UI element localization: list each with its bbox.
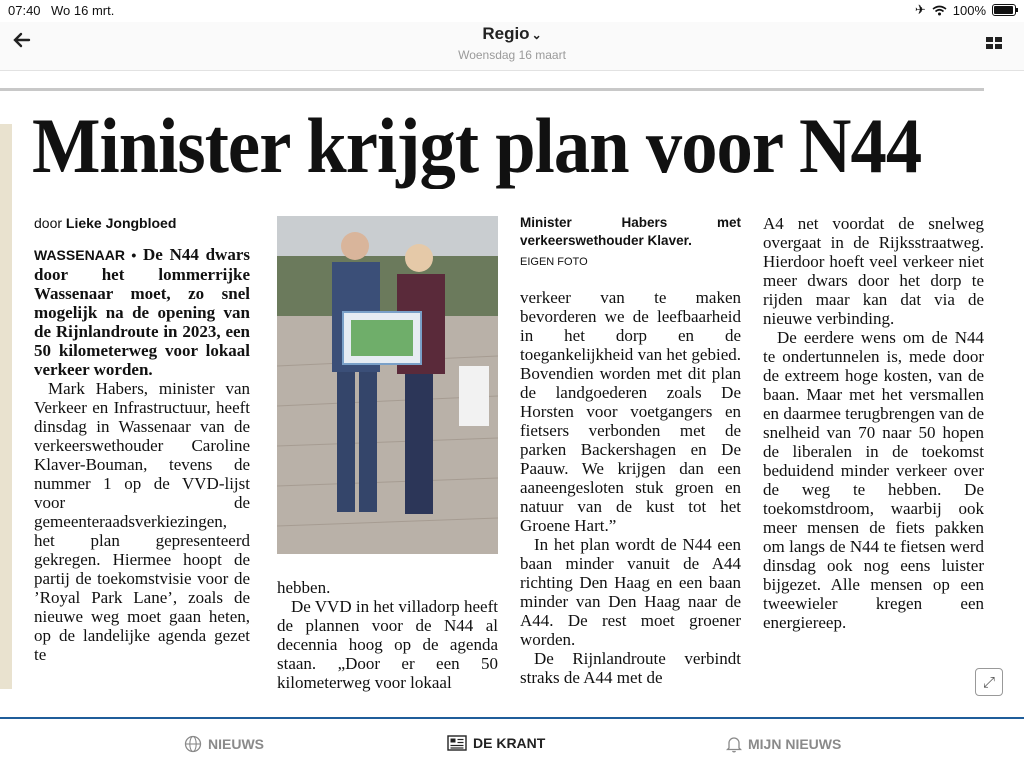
body-paragraph: verkeer van te maken bevorderen we de leefbaarheid in het dorp en de toegankelijkheid van het gebied. Bovendien worden met dit plan de landgoederen zoals De Horsten voor voetgangers en fietsers verbonden met de parken Backershagen en De Paauw. We krijgen dan een aaneengesloten stuk groen en natuur van de kust tot het Groene Hart.” <box>520 288 741 535</box>
article-column-1 <box>34 214 250 664</box>
body-paragraph: In het plan wordt de N44 een baan minder vanuit de A44 richting Den Haag en een baan minder van Den Haag naar de A44. De rest moet groener worden. <box>520 535 741 649</box>
byline: door Lieke Jongbloed <box>34 215 177 231</box>
region-dropdown[interactable] <box>0 24 1024 44</box>
globe-icon <box>184 735 202 753</box>
author-name: Lieke Jongbloed <box>65 215 177 231</box>
tab-label: NIEUWS <box>208 736 264 752</box>
page-edge-strip <box>0 124 12 689</box>
airplane-icon: ✈ <box>914 2 926 17</box>
battery-icon <box>992 4 1016 16</box>
bell-icon <box>726 735 742 753</box>
status-indicators <box>915 2 1016 18</box>
newspaper-icon <box>447 735 467 751</box>
photo-caption: Minister Habers met verkeerswethouder Klaver. <box>520 215 741 248</box>
body-paragraph: Mark Habers, minister van Verkeer en Infrastructuur, heeft dinsdag in Wassenaar van de verkeerswethouder Caroline Klaver-Bouman, tevens de nummer 1 op de VVD-lijst voor de gemeenteraadsverkiezingen, het plan gepresenteerd gekregen. Hiermee hoopt de partij de toekomstvisie voor de ’Royal Park Lane’, zoals de nieuwe weg moet gaan heten, op de landelijke agenda gezet te <box>34 379 250 664</box>
tab-mijn-nieuws[interactable] <box>726 735 841 753</box>
tab-label: DE KRANT <box>473 735 546 751</box>
bottom-tab-bar <box>0 717 1024 770</box>
expand-icon[interactable]: ⤢ <box>975 668 1003 696</box>
top-divider <box>0 88 984 91</box>
body-paragraph: De Rijnlandroute verbindt straks de A44 met de <box>520 649 741 687</box>
region-label: Regio <box>482 24 530 43</box>
dateline: WASSENAAR • <box>34 247 137 263</box>
article-photo[interactable] <box>277 216 498 554</box>
article-headline: Minister krijgt plan voor N44 <box>32 102 922 189</box>
wifi-icon <box>932 5 947 16</box>
status-time: 07:40 <box>8 3 41 18</box>
edition-date: Woensdag 16 maart <box>458 48 566 62</box>
chevron-down-icon: ⌄ <box>531 28 542 42</box>
status-bar <box>0 0 1024 22</box>
article-column-3 <box>520 214 741 687</box>
tab-label: MIJN NIEUWS <box>748 736 842 752</box>
battery-percent: 100% <box>952 2 986 18</box>
body-paragraph: De eerdere wens om de N44 te ondertunnelen is, mede door de extreem hoge kosten, van de baan. Maar met het versmallen en daarmee terugbrengen van de snelheid van 70 naar 50 hopen de liberalen in de toekomst beduidend minder verkeer over de weg te hebben. De toekomstdroom, waarbij ook meer mensen de fiets pakken om langs de N44 te fietsen werd dinsdag ook nog eens luister bijgezet. Alle mensen op een tweewieler kregen een energiereep. <box>763 328 984 632</box>
body-paragraph: A4 net voordat de snelweg overgaat in de Rijksstraatweg. Hierdoor hoeft veel verkeer niet meer dwars door het dorp te rijden maar kan dat via de nieuwe verbinding. <box>763 214 984 328</box>
photo-credit: EIGEN FOTO <box>520 256 588 268</box>
article-column-4 <box>763 214 984 632</box>
lead-paragraph: WASSENAAR • De N44 dwars door het lommerrijke Wassenaar moet, zo snel mogelijk na de opening van de Rijnlandroute in 2023, een 50 kilometerweg voor lokaal verkeer worden. <box>34 245 250 379</box>
top-nav <box>0 22 1024 71</box>
newspaper-page <box>0 72 1024 718</box>
status-date: Wo 16 mrt. <box>51 3 115 18</box>
body-paragraph: De VVD in het villadorp heeft de plannen voor de N44 al decennia hoog op de agenda staan. „Door er een 50 kilometerweg voor lokaal <box>277 597 498 692</box>
article-column-2 <box>277 578 498 692</box>
tab-nieuws[interactable] <box>184 735 264 753</box>
tab-de-krant[interactable] <box>447 735 545 751</box>
page-grid-icon[interactable] <box>986 37 1002 51</box>
body-paragraph: hebben. <box>277 578 331 597</box>
